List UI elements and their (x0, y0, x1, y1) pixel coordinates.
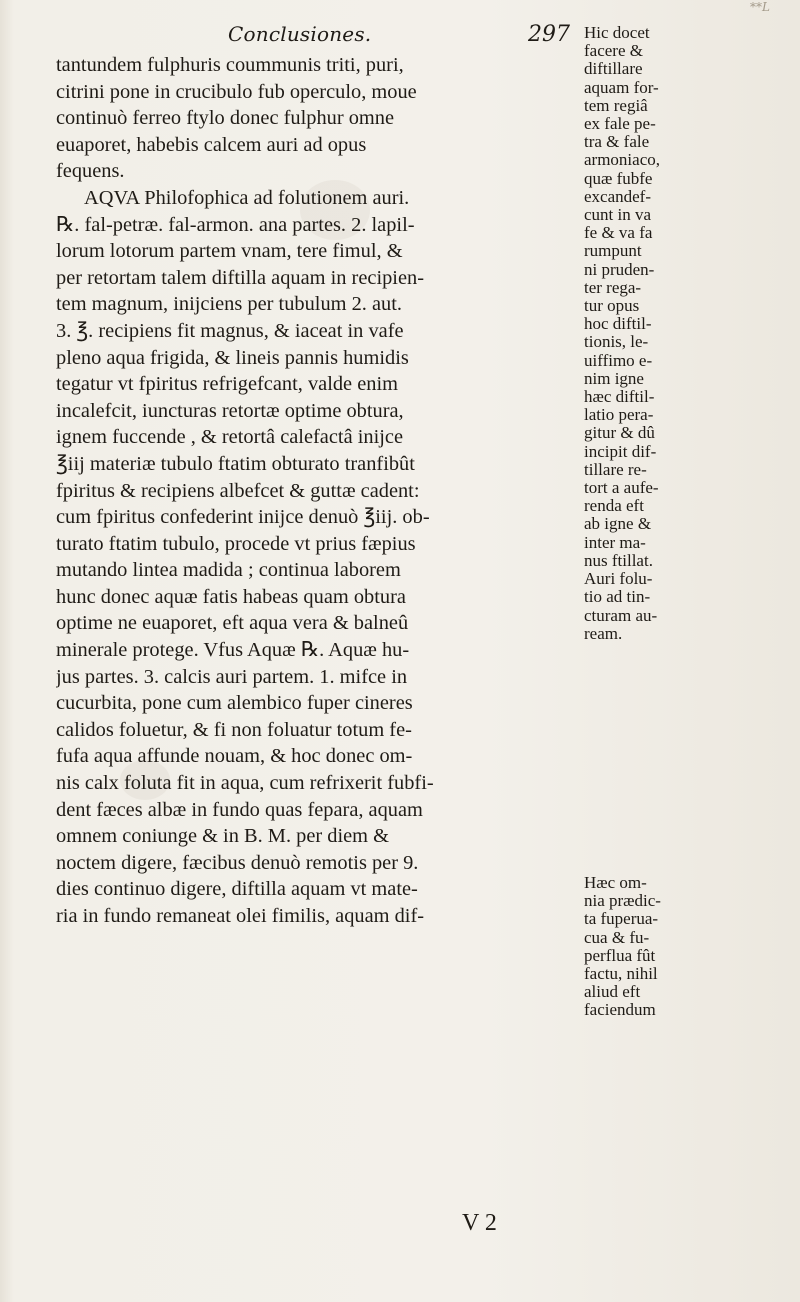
text-line: optime ne euaporet, eft aqua vera & balneû (56, 612, 409, 635)
text-line: per retortam talem diftilla aquam in recipien- (56, 266, 425, 289)
text-line: nis calx foluta fit in aqua, cum refrixerit fubfi- (56, 772, 434, 795)
text-line: fequens. (56, 160, 125, 183)
text-line: pleno aqua frigida, & lineis pannis humidis (56, 346, 409, 369)
margin-line: ream. (584, 623, 623, 643)
margin-line: gitur & dû (584, 423, 655, 443)
margin-note-distillation (584, 24, 682, 643)
margin-line: tionis, le- (584, 332, 649, 352)
text-line: omnem coniunge & in B. M. per diem & (56, 825, 390, 848)
margin-line: rumpunt (584, 241, 642, 261)
text-line: fufa aqua affunde nouam, & hoc donec om- (56, 745, 413, 768)
page-edge-mark: **L (750, 0, 770, 14)
text-line: jus partes. 3. calcis auri partem. 1. mifce in (56, 665, 408, 688)
main-text-block (56, 52, 578, 930)
text-line: 3. ℥. recipiens fit magnus, & iaceat in vafe (56, 319, 404, 342)
margin-line: cunt in va (584, 205, 652, 225)
margin-line: ter rega- (584, 277, 642, 297)
text-line: noctem digere, fæcibus denuò remotis per 9. (56, 851, 419, 874)
text-line: ℥iij materiæ tubulo ftatim obturato tranfibût (56, 452, 415, 475)
margin-line: latio pera- (584, 405, 654, 425)
margin-line: factu, nihil (584, 964, 658, 984)
margin-line: ni pruden- (584, 259, 655, 279)
margin-line: tort a aufe- (584, 478, 659, 498)
margin-line: facere & (584, 41, 643, 61)
text-line: incalefcit, iuncturas retortæ optime obtura, (56, 399, 404, 422)
margin-line: tio ad tin- (584, 587, 651, 607)
margin-line: renda eft (584, 496, 644, 516)
text-line: ignem fuccende , & retortâ calefactâ inijce (56, 426, 404, 449)
text-line: cucurbita, pone cum alembico fuper cineres (56, 692, 413, 715)
margin-line: quæ fubfe (584, 168, 653, 188)
text-line: tantundem fulphuris coummunis triti, puri, (56, 54, 404, 76)
margin-line: nia prædic- (584, 891, 661, 911)
text-line: euaporet, habebis calcem auri ad opus (56, 133, 367, 156)
margin-line: ab igne & (584, 514, 652, 534)
margin-line: Hæc om- (584, 873, 647, 892)
margin-line: faciendum (584, 1000, 656, 1020)
page-number: 297 (528, 22, 570, 47)
text-line: lorum lotorum partem vnam, tere fimul, & (56, 240, 403, 263)
text-line: ℞. fal-petræ. fal-armon. ana partes. 2. lapil- (56, 213, 415, 236)
text-line: hunc donec aquæ fatis habeas quam obtura (56, 585, 406, 608)
margin-line: hoc diftil- (584, 314, 652, 334)
margin-line: Auri folu- (584, 569, 653, 589)
margin-line: aquam for- (584, 77, 659, 97)
text-line: tegatur vt fpiritus refrigefcant, valde enim (56, 373, 398, 396)
margin-line: ta fuperua- (584, 909, 659, 929)
margin-line: Hic docet (584, 23, 650, 42)
text-line: citrini pone in crucibulo fub operculo, moue (56, 80, 417, 103)
running-title: Conclusiones. (228, 22, 372, 46)
text-line: tem magnum, inijciens per tubulum 2. aut. (56, 293, 403, 316)
text-line: continuò ferreo ftylo donec fulphur omne (56, 107, 395, 130)
margin-line: cua & fu- (584, 927, 650, 947)
margin-line: tillare re- (584, 459, 647, 479)
text-line: fpiritus & recipiens albefcet & guttæ cadent: (56, 479, 420, 502)
margin-line: uiffimo e- (584, 350, 653, 370)
margin-line: ex fale pe- (584, 114, 656, 134)
margin-line: diftillare (584, 59, 643, 79)
margin-line: cturam au- (584, 605, 658, 625)
margin-line: aliud eft (584, 982, 641, 1002)
margin-line: tur opus (584, 296, 640, 316)
text-line: mutando lintea madida ; continua laborem (56, 559, 401, 582)
margin-line: hæc diftil- (584, 387, 655, 407)
section-heading-line: AQVA Philofophica ad folutionem auri. (84, 186, 410, 209)
text-line: dies continuo digere, diftilla aquam vt mate- (56, 878, 418, 901)
margin-line: perflua fût (584, 945, 656, 965)
margin-note-summary (584, 874, 682, 1020)
margin-line: tem regiâ (584, 95, 648, 115)
margin-line: fe & va fa (584, 223, 653, 243)
margin-line: incipit dif- (584, 441, 657, 461)
margin-line: armoniaco, (584, 150, 660, 170)
margin-line: nim igne (584, 368, 644, 388)
margin-line: inter ma- (584, 532, 646, 552)
text-line: calidos foluetur, & fi non foluatur totum fe- (56, 718, 412, 741)
text-line: turato ftatim tubulo, procede vt prius fæpius (56, 532, 416, 555)
text-line: ria in fundo remaneat olei fimilis, aquam dif- (56, 905, 425, 927)
margin-line: nus ftillat. (584, 550, 653, 570)
margin-line: excandef- (584, 186, 652, 206)
margin-line: tra & fale (584, 132, 650, 152)
text-line: cum fpiritus confederint inijce denuò ℥iij. ob- (56, 506, 430, 529)
text-line: minerale protege. Vfus Aquæ ℞. Aquæ hu- (56, 639, 410, 662)
catchword: V 2 (462, 1210, 497, 1236)
text-line: dent fæces albæ in fundo quas fepara, aquam (56, 798, 423, 821)
